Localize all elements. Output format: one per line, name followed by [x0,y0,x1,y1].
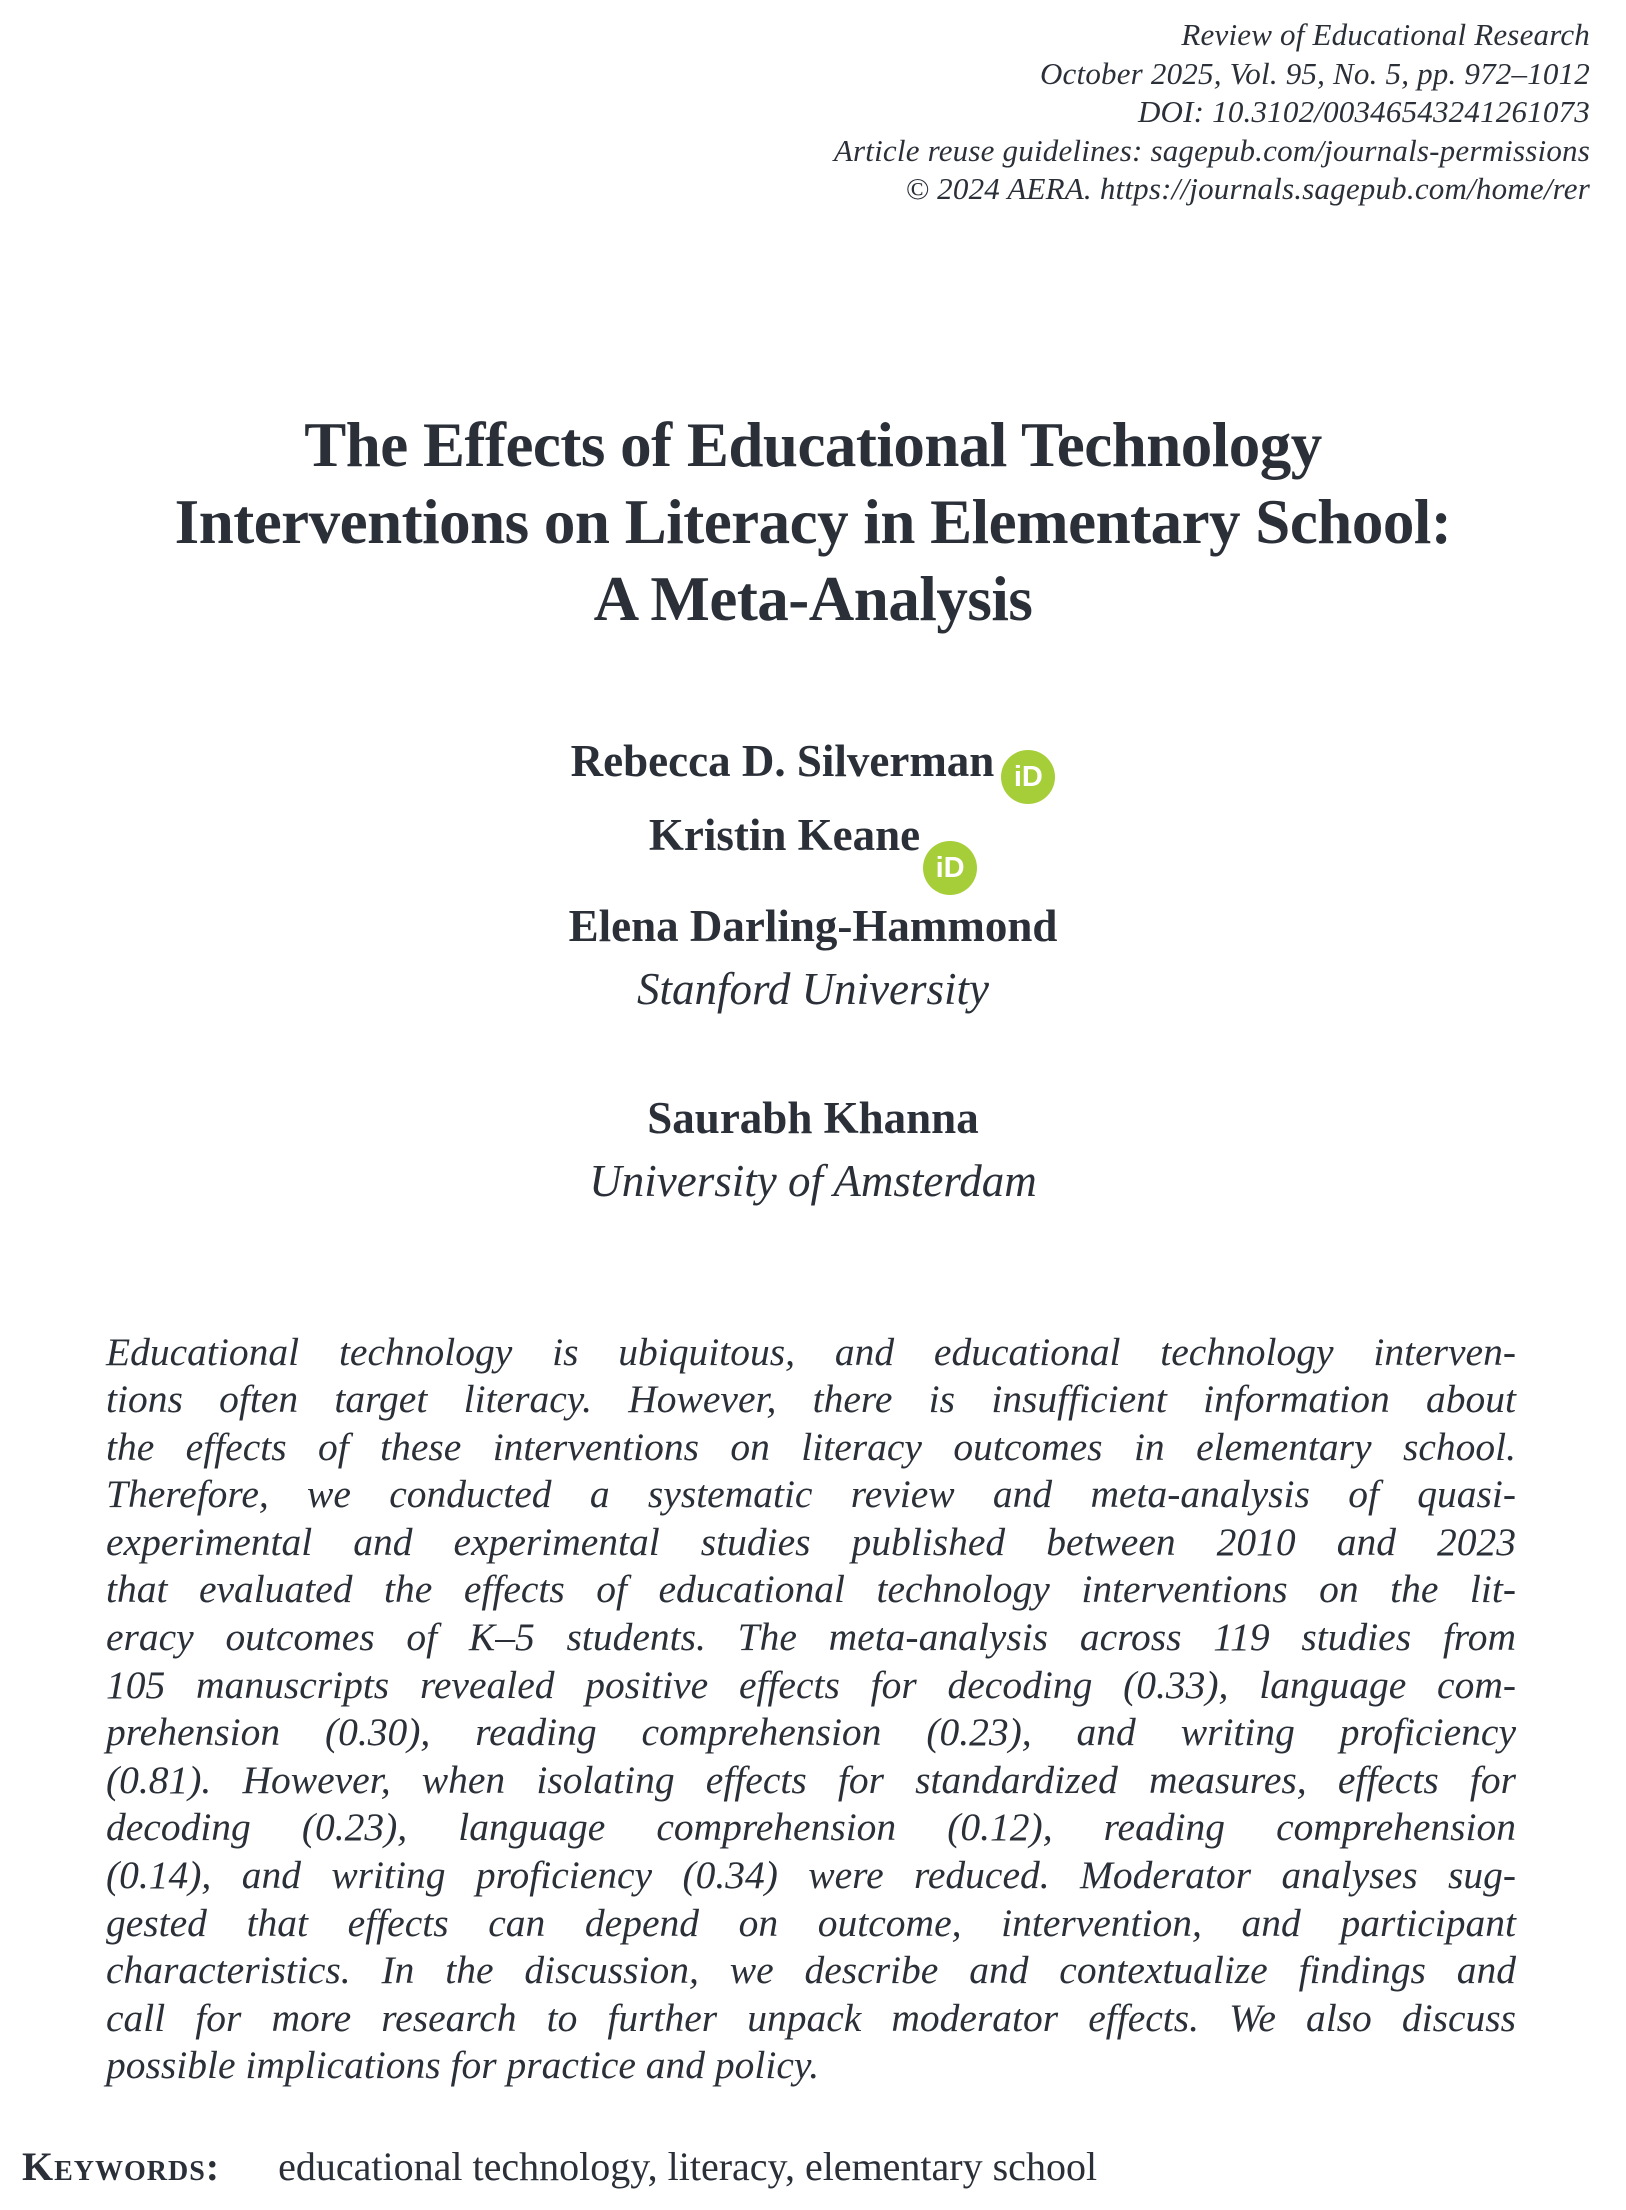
abstract-line: Therefore, we conducted a systematic review and meta-analysis of quasi- [106,1472,1516,1517]
journal-copyright: © 2024 AERA. https://journals.sagepub.com/home/rer [905,171,1590,206]
abstract [106,1329,1516,2091]
author-name: Saurabh Khanna [647,1092,979,1143]
abstract-line: decoding (0.23), language comprehension (0.12), reading comprehension [106,1805,1516,1850]
abstract-line: 105 manuscripts revealed positive effects for decoding (0.33), language com- [106,1662,1516,1707]
abstract-line: (0.81). However, when isolating effects for standardized measures, effects for [106,1757,1516,1802]
journal-header [0,0,1626,209]
author-name: Elena Darling-Hammond [568,900,1058,951]
journal-reuse-guidelines: Article reuse guidelines: sagepub.com/journals-permissions [833,132,1590,168]
abstract-line: that evaluated the effects of educational technology interventions on the lit- [106,1567,1516,1612]
article-title-line-3: A Meta-Analysis [593,563,1033,634]
affiliation: University of Amsterdam [589,1155,1037,1206]
keywords-text: educational technology, literacy, elementary school [278,2144,1098,2189]
journal-doi: DOI: 10.3102/00346543241261073 [1137,94,1590,129]
author-group-amsterdam [0,1087,1626,1213]
abstract-line: eracy outcomes of K–5 students. The meta-analysis across 119 studies from [106,1615,1516,1660]
journal-name: Review of Educational Research [1181,17,1590,52]
author-name: Rebecca D. Silverman [570,735,995,786]
abstract-line: Educational technology is ubiquitous, and educational technology interven- [106,1329,1516,1374]
abstract-line: call for more research to further unpack moderator effects. We also discuss [106,1995,1516,2040]
abstract-line: gested that effects can depend on outcome, intervention, and participant [106,1900,1516,1945]
author-name-row [0,895,1626,958]
journal-issue-info: October 2025, Vol. 95, No. 5, pp. 972–1012 [1039,55,1590,91]
abstract-line: the effects of these interventions on literacy outcomes in elementary school. [106,1424,1516,1469]
author-name-row [0,1087,1626,1150]
article-title-line-1: The Effects of Educational Technology [304,409,1322,480]
abstract-line: experimental and experimental studies published between 2010 and 2023 [106,1519,1516,1564]
abstract-line: prehension (0.30), reading comprehension (0.23), and writing proficiency [106,1710,1516,1755]
keywords-row [0,2142,1626,2192]
orcid-icon[interactable]: iD [1001,750,1055,804]
keywords-label: Keywords: [22,2144,221,2189]
abstract-line: possible implications for practice and policy. [106,2043,820,2088]
abstract-line: tions often target literacy. However, there is insufficient information about [106,1377,1516,1422]
orcid-icon[interactable]: iD [923,841,977,895]
article-title [0,407,1626,638]
author-name-row [0,730,1626,804]
author-name: Kristin Keane [648,809,921,860]
author-name-row [0,804,1626,895]
abstract-line: characteristics. In the discussion, we describe and contextualize findings and [106,1948,1516,1993]
author-group-stanford [0,730,1626,1021]
abstract-line: (0.14), and writing proficiency (0.34) were reduced. Moderator analyses sug- [106,1853,1516,1898]
article-title-line-2: Interventions on Literacy in Elementary School: [174,486,1452,557]
affiliation: Stanford University [636,963,990,1014]
